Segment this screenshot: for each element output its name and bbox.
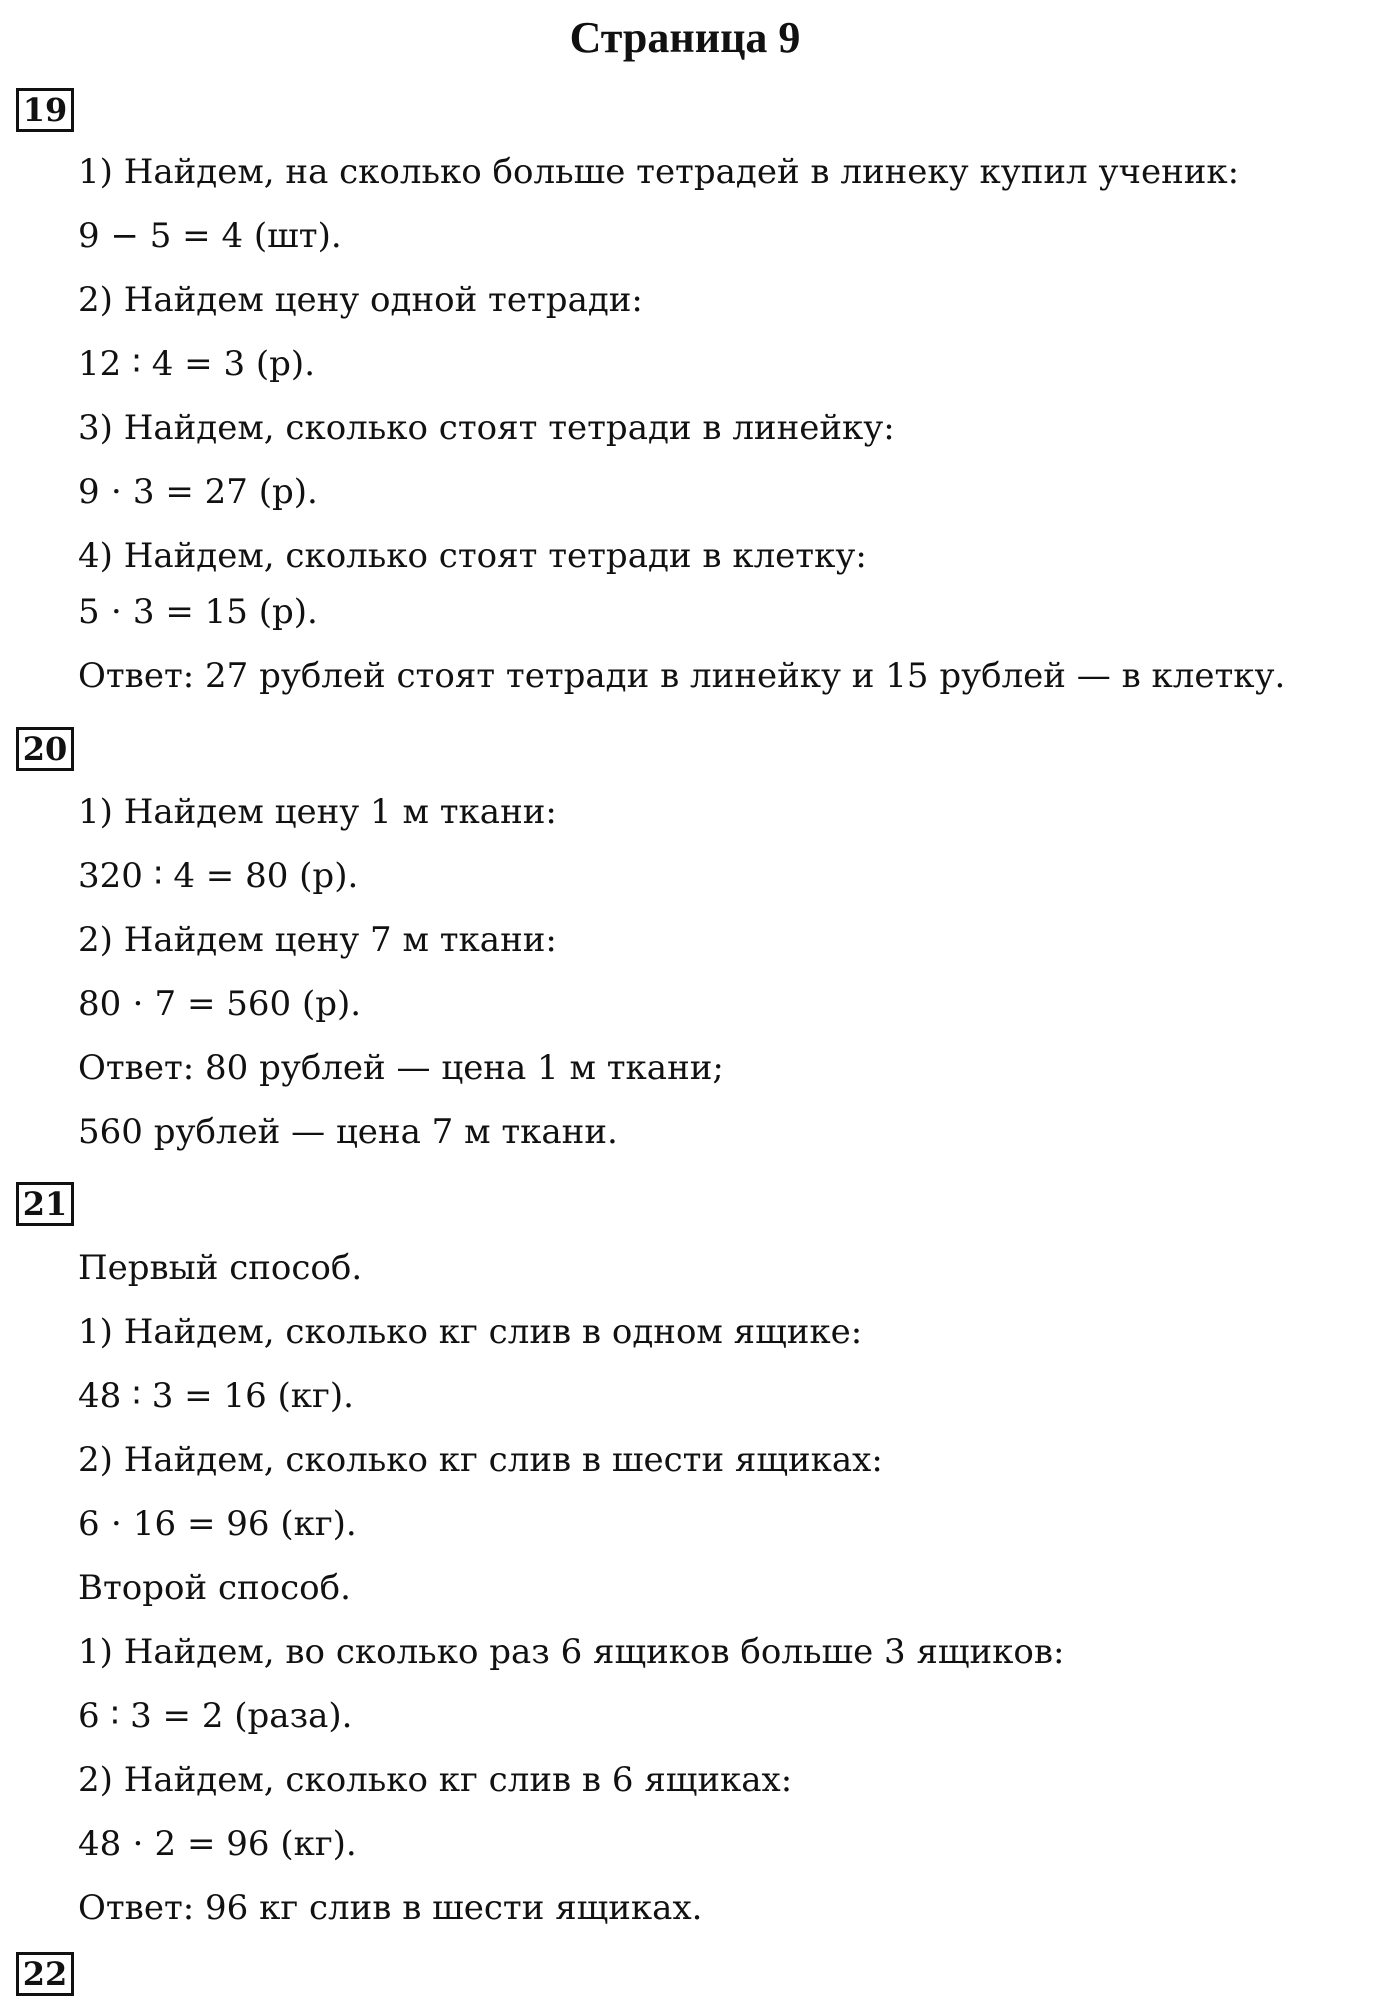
solution-line: 1) Найдем, на сколько больше тетрадей в линеку купил ученик: — [78, 152, 1240, 192]
solution-line: 2) Найдем цену 7 м ткани: — [78, 920, 557, 960]
solution-line: 12 ∶ 4 = 3 (р). — [78, 344, 316, 384]
task-19-solution — [78, 152, 1285, 720]
answer-line: 560 рублей — цена 7 м ткани. — [78, 1112, 618, 1152]
solution-line: 1) Найдем, сколько кг слив в одном ящике: — [78, 1312, 863, 1352]
task-number-22: 22 — [16, 1952, 74, 1996]
solution-line: 6 ⋅ 16 = 96 (кг). — [78, 1504, 357, 1544]
solution-line: 9 ⋅ 3 = 27 (р). — [78, 472, 318, 512]
solution-line: 1) Найдем цену 1 м ткани: — [78, 792, 557, 832]
solution-line: 2) Найдем, сколько кг слив в 6 ящиках: — [78, 1760, 793, 1800]
task-number-20: 20 — [16, 727, 74, 771]
solution-line: 48 ⋅ 2 = 96 (кг). — [78, 1824, 357, 1864]
task-number-19: 19 — [16, 88, 74, 132]
task-21-solution — [78, 1248, 1065, 1952]
method-heading: Первый способ. — [78, 1248, 363, 1288]
solution-line: 80 ⋅ 7 = 560 (р). — [78, 984, 362, 1024]
solution-line: 320 ∶ 4 = 80 (р). — [78, 856, 359, 896]
answer-line: Ответ: 27 рублей стоят тетради в линейку и 15 рублей — в клетку. — [78, 656, 1286, 696]
page-title: Страница 9 — [569, 13, 801, 62]
solution-line: 6 ∶ 3 = 2 (раза). — [78, 1696, 353, 1736]
task-20-solution — [78, 792, 724, 1176]
solution-line: 1) Найдем, во сколько раз 6 ящиков больше 3 ящиков: — [78, 1632, 1065, 1672]
solution-line: 2) Найдем, сколько кг слив в шести ящиках: — [78, 1440, 883, 1480]
solution-line: 9 − 5 = 4 (шт). — [78, 216, 342, 256]
method-heading: Второй способ. — [78, 1568, 351, 1608]
solution-line: 5 ⋅ 3 = 15 (р). — [78, 592, 318, 632]
answer-line: Ответ: 80 рублей — цена 1 м ткани; — [78, 1048, 724, 1088]
solution-line: 2) Найдем цену одной тетради: — [78, 280, 643, 320]
answer-line: Ответ: 96 кг слив в шести ящиках. — [78, 1888, 703, 1928]
solution-line: 48 ∶ 3 = 16 (кг). — [78, 1376, 354, 1416]
solution-line: 4) Найдем, сколько стоят тетради в клетку: — [78, 536, 867, 576]
task-number-21: 21 — [16, 1182, 74, 1226]
solution-line: 3) Найдем, сколько стоят тетради в линейку: — [78, 408, 895, 448]
